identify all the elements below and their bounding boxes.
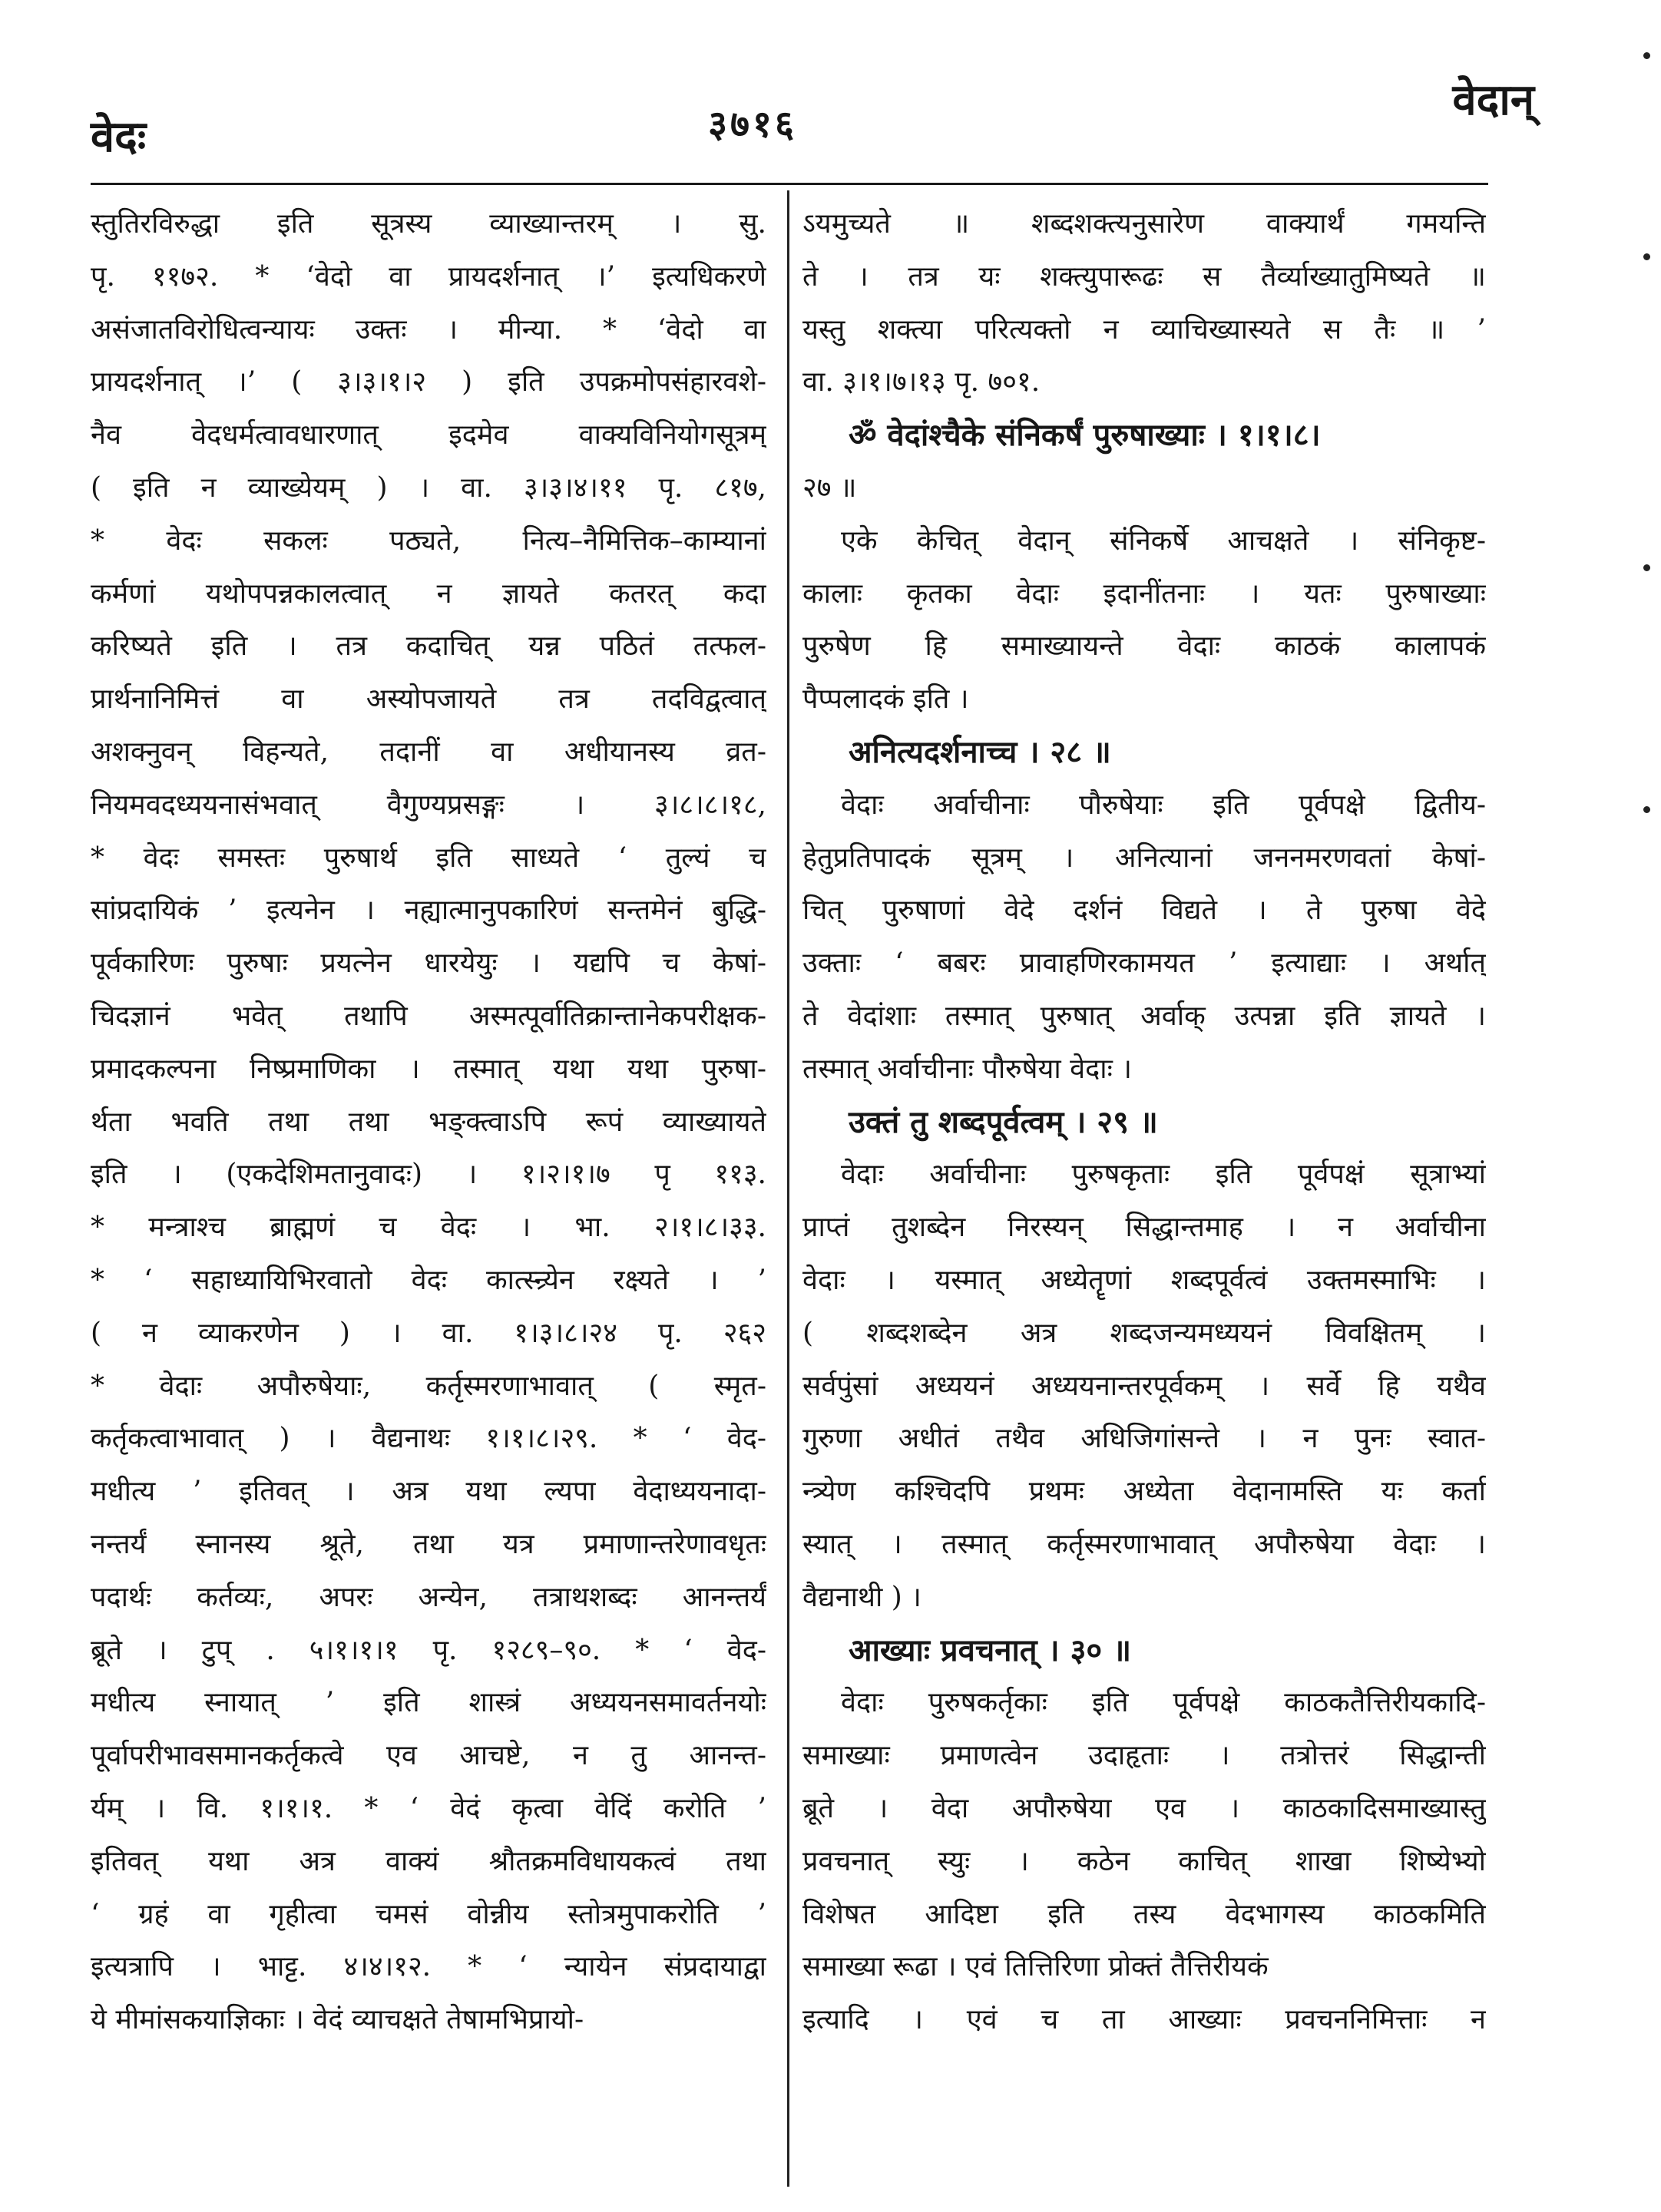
text-line: प्रार्थनानिमित्तं वा अस्योपजायते तत्र तदविद्वत्वात्	[91, 683, 766, 716]
text-line: वेदाः । यस्मात् अध्येतॄणां शब्दपूर्वत्वं उक्तमस्माभिः ।	[802, 1264, 1486, 1296]
text-line: * मन्त्राश्च ब्राह्मणं च वेदः । भा. २।१।८।३३.	[91, 1212, 766, 1244]
text-line: यस्तु शक्त्या परित्यक्तो न व्याचिख्यास्यते स तैः ॥ ’	[802, 313, 1486, 346]
text-line: नियमवदध्ययनासंभवात् वैगुण्यप्रसङ्गः । ३।८।८।१८,	[91, 789, 766, 821]
left-headword: वेदः	[91, 111, 147, 162]
text-line: न्त्र्येण कश्चिदपि प्रथमः अध्येता वेदानामस्ति यः कर्ता	[802, 1476, 1486, 1508]
margin-mark	[1643, 52, 1650, 59]
text-line: ( इति न व्याख्येयम् ) । वा. ३।३।४।११ पृ. ८१७,	[91, 471, 766, 504]
column-divider	[787, 190, 789, 2187]
left-column	[91, 198, 766, 2047]
text-line: वेदाः पुरुषकर्तृकाः इति पूर्वपक्षे काठकतैत्तिरीयकादि-	[841, 1687, 1486, 1719]
text-line: वैद्यनाथी ) ।	[802, 1581, 921, 1613]
margin-mark	[1643, 806, 1650, 813]
text-line: ( शब्दशब्देन अत्र शब्दजन्यमध्ययनं विवक्षितम् ।	[802, 1317, 1486, 1349]
text-line: हेतुप्रतिपादकं सूत्रम् । अनित्यानां जननमरणवतां केषां-	[802, 841, 1486, 874]
text-line: स्तुतिरविरुद्धा इति सूत्रस्य व्याख्यान्तरम् । सु.	[91, 208, 766, 240]
text-line: समाख्याः प्रमाणत्वेन उदाहृताः । तत्रोत्तरं सिद्धान्ती	[802, 1740, 1486, 1772]
text-line: ब्रूते । टुप् . ५।१।१।१ पृ. १२८९–९०. * ‘ वेद-	[91, 1634, 766, 1666]
text-line: * ‘ सहाध्यायिभिरवातो वेदः कात्स्न्र्येन रक्ष्यते । ’	[91, 1264, 766, 1296]
text-line: नैव वेदधर्मत्वावधारणात् इदमेव वाक्यविनियोगसूत्रम्	[91, 419, 766, 451]
margin-mark	[1643, 253, 1650, 260]
text-line: र्यम् । वि. १।१।१. * ‘ वेदं कृत्वा वेदिं करोति ’	[91, 1792, 766, 1824]
text-line: सर्वपुंसां अध्ययनं अध्ययनान्तरपूर्वकम् । सर्वे हि यथैव	[802, 1370, 1486, 1402]
text-line: अशक्नुवन् विहन्यते, तदानीं वा अधीयानस्य व्रत-	[91, 736, 766, 768]
text-line: एके केचित् वेदान् संनिकर्षे आचक्षते । संनिकृष्ट-	[841, 524, 1486, 557]
text-line: प्रवचनात् स्युः । कठेन काचित् शाखा शिष्येभ्यो	[802, 1845, 1486, 1877]
text-line: चिदज्ञानं भवेत् तथापि अस्मत्पूर्वातिक्रान्तानेकपरीक्षक-	[91, 1000, 766, 1032]
right-headword: वेदान्	[1452, 74, 1534, 125]
margin-mark	[1643, 564, 1650, 571]
text-line: मधीत्य स्नायात् ’ इति शास्त्रं अध्ययनसमावर्तनयोः	[91, 1687, 766, 1719]
text-line: ते । तत्र यः शक्त्युपारूढः स तैर्व्याख्यातुमिष्यते ॥	[802, 260, 1486, 293]
text-line: * वेदः सकलः पठ्यते, नित्य–नैमित्तिक–काम्यानां	[91, 524, 766, 557]
text-line: वेदाः अर्वाचीनाः पौरुषेयाः इति पूर्वपक्षे द्वितीय-	[841, 789, 1486, 821]
text-line: इति । (एकदेशिमतानुवादः) । १।२।१।७ पृ ११३.	[91, 1159, 766, 1191]
text-line: प्राप्तं तुशब्देन निरस्यन् सिद्धान्तमाह । न अर्वाचीना	[802, 1212, 1486, 1244]
text-line: असंजातविरोधित्वन्यायः उक्तः । मीन्या. * ‘वेदो वा	[91, 313, 766, 346]
text-line: इतिवत् यथा अत्र वाक्यं श्रौतक्रमविधायकत्वं तथा	[91, 1845, 766, 1877]
text-line: ( न व्याकरणेन ) । वा. १।३।८।२४ पृ. २६२	[91, 1317, 766, 1349]
text-line: उक्तं तु शब्दपूर्वत्वम् । २९ ॥	[849, 1103, 1158, 1140]
text-line: प्रमादकल्पना निष्प्रमाणिका । तस्मात् यथा यथा पुरुषा-	[91, 1053, 766, 1085]
text-line: कर्तृकत्वाभावात् ) । वैद्यनाथः १।१।८।२९. * ‘ वेद-	[91, 1423, 766, 1455]
text-line: ॐ वेदांश्चैके संनिकर्षं पुरुषाख्याः । १।१।८।	[849, 417, 1321, 454]
header-rule	[91, 183, 1488, 185]
text-line: ये मीमांसकयाज्ञिकाः । वेदं व्याचक्षते तेषामभिप्रायो-	[91, 2004, 584, 2036]
text-line: वेदाः अर्वाचीनाः पुरुषकृताः इति पूर्वपक्षं सूत्राभ्यां	[841, 1159, 1486, 1191]
text-line: र्थता भवति तथा तथा भङ्क्त्वाऽपि रूपं व्याख्यायते	[91, 1106, 766, 1138]
text-line: करिष्यते इति । तत्र कदाचित् यन्न पठितं तत्फल-	[91, 630, 766, 663]
text-line: पूर्वापरीभावसमानकर्तृकत्वे एव आचष्टे, न तु आनन्त-	[91, 1740, 766, 1772]
text-line: नन्तर्यं स्नानस्य श्रूते, तथा यत्र प्रमाणान्तरेणावधृतः	[91, 1528, 766, 1560]
text-line: उक्ताः ‘ बबरः प्रावाहणिरकामयत ’ इत्याद्याः । अर्थात्	[802, 947, 1486, 980]
text-line: पदार्थः कर्तव्यः, अपरः अन्येन, तत्राथशब्दः आनन्तर्यं	[91, 1581, 766, 1613]
text-line: पुरुषेण हि समाख्यायन्ते वेदाः काठकं कालापकं	[802, 630, 1486, 663]
text-line: मधीत्य ’ इतिवत् । अत्र यथा ल्यपा वेदाध्ययनादा-	[91, 1476, 766, 1508]
text-line: तस्मात् अर्वाचीनाः पौरुषेया वेदाः ।	[802, 1053, 1132, 1085]
page-number: ३७१६	[708, 103, 797, 146]
text-line: अनित्यदर्शनाच्च । २८ ॥	[849, 733, 1111, 770]
text-line: स्यात् । तस्मात् कर्तृस्मरणाभावात् अपौरुषेया वेदाः ।	[802, 1528, 1486, 1560]
text-line: ऽयमुच्यते ॥ शब्दशक्त्यनुसारेण वाक्यार्थं गमयन्ति	[802, 208, 1486, 240]
text-line: समाख्या रूढा । एवं तित्तिरिणा प्रोक्तं तैत्तिरीयकं	[802, 1951, 1269, 1983]
text-line: पूर्वकारिणः पुरुषाः प्रयत्नेन धारयेयुः । यद्यपि च केषां-	[91, 947, 766, 980]
text-line: २७ ॥	[802, 471, 857, 504]
text-line: पृ. ११७२. * ‘वेदो वा प्रायदर्शनात् ।’ इत्यधिकरणे	[91, 260, 766, 293]
text-line: प्रायदर्शनात् ।’ ( ३।३।१।२ ) इति उपक्रमोपसंहारवशे-	[91, 366, 766, 398]
text-line: वा. ३।१।७।१३ पृ. ७०१.	[802, 366, 1041, 398]
text-line: गुरुणा अधीतं तथैव अधिजिगांसन्ते । न पुनः स्वात-	[802, 1423, 1486, 1455]
text-line: * वेदाः अपौरुषेयाः, कर्तृस्मरणाभावात् ( स्मृत-	[91, 1370, 766, 1402]
text-line: इत्यत्रापि । भाट्ट. ४।४।१२. * ‘ न्यायेन संप्रदायाद्वा	[91, 1951, 766, 1983]
text-line: ‘ ग्रहं वा गृहीत्वा चमसं वोन्नीय स्तोत्रमुपाकरोति ’	[91, 1898, 766, 1930]
text-line: विशेषत आदिष्टा इति तस्य वेदभागस्य काठकमिति	[802, 1898, 1486, 1930]
text-line: इत्यादि । एवं च ता आख्याः प्रवचननिमित्ताः न	[802, 2004, 1486, 2036]
text-line: ते वेदांशाः तस्मात् पुरुषात् अर्वाक् उत्पन्ना इति ज्ञायते ।	[802, 1000, 1486, 1032]
text-line: चित् पुरुषाणां वेदे दर्शनं विद्यते । ते पुरुषा वेदे	[802, 894, 1486, 927]
text-line: ब्रूते । वेदा अपौरुषेया एव । काठकादिसमाख्यास्तु	[802, 1792, 1486, 1824]
text-line: कर्मणां यथोपपन्नकालत्वात् न ज्ञायते कतरत् कदा	[91, 577, 766, 610]
text-line: पैप्पलादकं इति ।	[802, 683, 969, 716]
text-line: आख्याः प्रवचनात् । ३० ॥	[849, 1632, 1132, 1668]
right-column	[802, 198, 1486, 2047]
text-line: * वेदः समस्तः पुरुषार्थ इति साध्यते ‘ तुल्यं च	[91, 841, 766, 874]
text-line: सांप्रदायिकं ’ इत्यनेन । नह्यात्मानुपकारिणं सन्तमेनं बुद्धि-	[91, 894, 766, 927]
text-line: कालाः कृतका वेदाः इदानींतनाः । यतः पुरुषाख्याः	[802, 577, 1486, 610]
